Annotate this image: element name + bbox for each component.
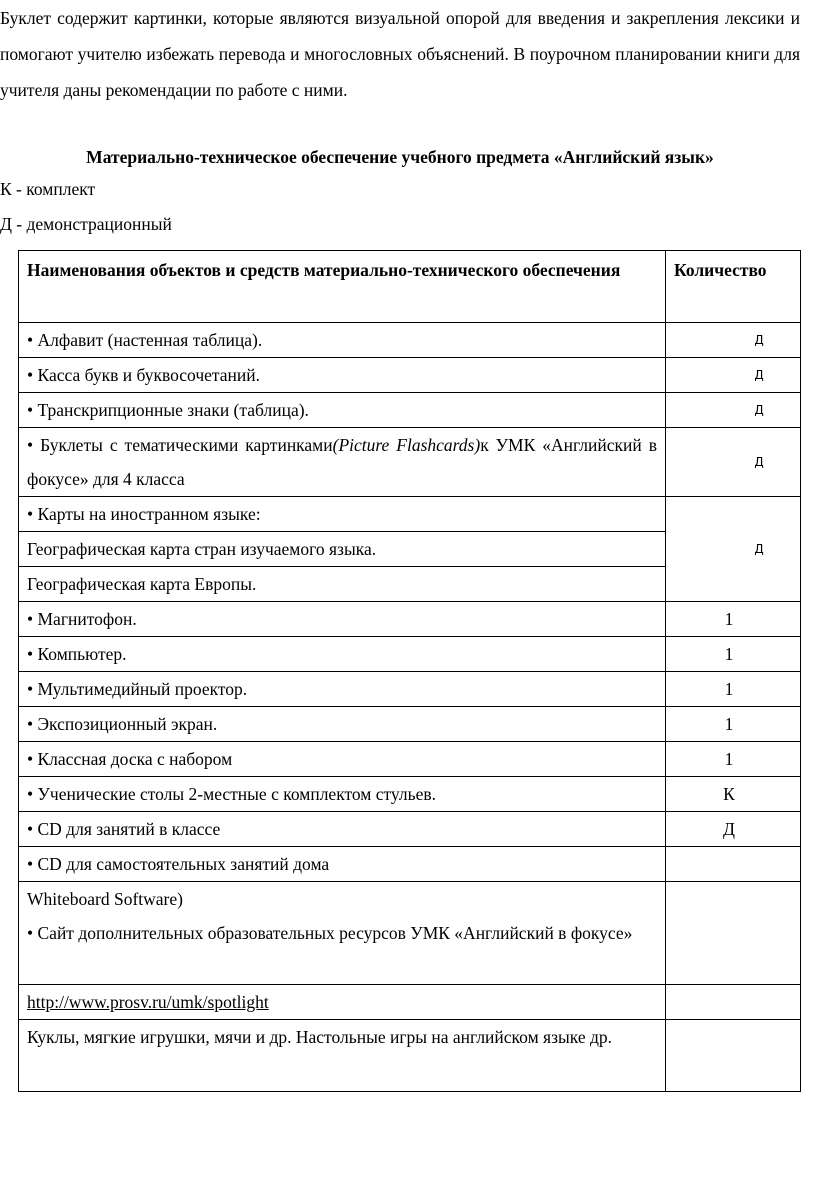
row-name-text-post: к УМК «Английский в фокусе» для 4 класса xyxy=(27,435,657,489)
table-row xyxy=(19,393,801,428)
row-qty: Д xyxy=(666,393,801,428)
table-row xyxy=(19,672,801,707)
table-row xyxy=(19,777,801,812)
row-name: • Алфавит (настенная таблица). xyxy=(19,323,666,358)
row-name-line: • Сайт дополнительных образовательных ресурсов УМК «Английский в фокусе» xyxy=(27,923,633,943)
row-name: • Классная доска с набором xyxy=(19,742,666,777)
row-qty: Д xyxy=(666,428,801,497)
row-name-text: • Буклеты с тематическими картинками xyxy=(27,435,333,455)
row-qty: Д xyxy=(666,358,801,393)
table-row xyxy=(19,1020,801,1092)
legend-demonstr: Д - демонстрационный xyxy=(0,214,172,234)
row-name xyxy=(19,428,666,497)
row-name xyxy=(19,882,666,985)
section-heading: Материально-техническое обеспечение учебного предмета «Английский язык» xyxy=(86,147,714,167)
table-row xyxy=(19,742,801,777)
row-qty: 1 xyxy=(666,637,801,672)
table-row xyxy=(19,882,801,985)
row-name xyxy=(19,985,666,1020)
row-name: • CD для занятий в классе xyxy=(19,812,666,847)
legend-komplekt: К - комплект xyxy=(0,179,96,199)
row-qty xyxy=(666,847,801,882)
spotlight-link[interactable]: http://www.prosv.ru/umk/spotlight xyxy=(27,992,269,1012)
row-qty: 1 xyxy=(666,742,801,777)
row-qty: Д xyxy=(666,497,801,602)
row-subitem: Географическая карта стран изучаемого языка. xyxy=(19,532,666,567)
row-name: • Мультимедийный проектор. xyxy=(19,672,666,707)
table-row xyxy=(19,812,801,847)
row-qty xyxy=(666,882,801,985)
row-name: • Экспозиционный экран. xyxy=(19,707,666,742)
equipment-table xyxy=(18,250,801,1092)
table-row xyxy=(19,358,801,393)
row-name: • CD для самостоятельных занятий дома xyxy=(19,847,666,882)
row-name: • Ученические столы 2-местные с комплектом стульев. xyxy=(19,777,666,812)
row-qty: Д xyxy=(666,812,801,847)
row-name: • Карты на иностранном языке: xyxy=(19,497,666,532)
row-qty xyxy=(666,985,801,1020)
row-name-italic: (Picture Flashcards) xyxy=(332,435,481,455)
header-name: Наименования объектов и средств материально-технического обеспечения xyxy=(19,251,666,323)
header-qty: Количество xyxy=(666,251,801,323)
row-name: • Магнитофон. xyxy=(19,602,666,637)
row-qty: 1 xyxy=(666,672,801,707)
table-row xyxy=(19,497,801,532)
table-row xyxy=(19,847,801,882)
table-row xyxy=(19,707,801,742)
row-qty: К xyxy=(666,777,801,812)
table-row xyxy=(19,323,801,358)
row-name-line: Whiteboard Software) xyxy=(27,889,183,909)
table-row xyxy=(19,637,801,672)
table-header-row xyxy=(19,251,801,323)
table-row xyxy=(19,985,801,1020)
row-name: • Транскрипционные знаки (таблица). xyxy=(19,393,666,428)
table-row xyxy=(19,602,801,637)
row-name: • Касса букв и буквосочетаний. xyxy=(19,358,666,393)
row-name: • Компьютер. xyxy=(19,637,666,672)
row-subitem: Географическая карта Европы. xyxy=(19,567,666,602)
row-name: Куклы, мягкие игрушки, мячи и др. Настольные игры на английском языке др. xyxy=(19,1020,666,1092)
row-qty: Д xyxy=(666,323,801,358)
row-qty: 1 xyxy=(666,602,801,637)
row-qty: 1 xyxy=(666,707,801,742)
intro-paragraph: Буклет содержит картинки, которые являются визуальной опорой для введения и закрепления лексики и помогают учителю избежать перевода и многословных объяснений. В поурочном планировании книги для учителя даны рекомендации по работе с ними. xyxy=(0,8,800,100)
table-row xyxy=(19,428,801,497)
row-qty xyxy=(666,1020,801,1092)
